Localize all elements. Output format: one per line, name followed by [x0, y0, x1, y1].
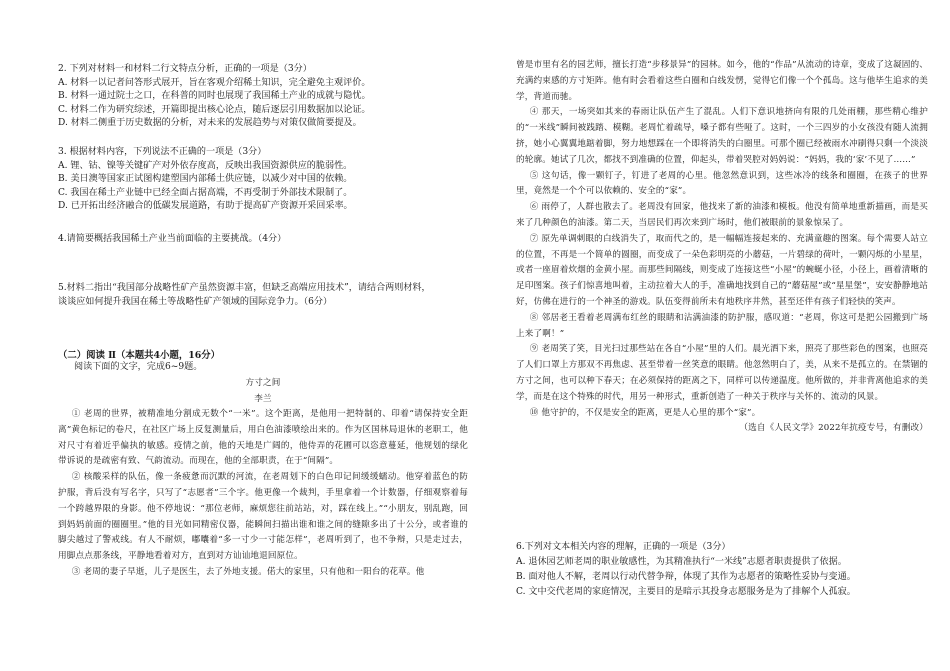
question-5 [58, 282, 431, 309]
question-2-option-b: B. 材料一通过院士之口，在科普的同时也展现了我国稀土产业的成就与隐忧。 [58, 91, 371, 102]
question-6-stem: 6.下列对文本相关内容的理解，正确的一项是（3分） [516, 542, 731, 552]
section-heading: （二）阅读 Ⅱ（本题共4小题，16分） [58, 350, 220, 361]
question-6 [516, 540, 856, 600]
question-3 [58, 146, 353, 214]
reading-instruction: 阅读下面的文字，完成6~9题。 [74, 362, 203, 372]
paragraph-4: ④ 那天，一场突如其来的春雨让队伍产生了混乱。人们下意识地挤向有限的几处雨棚，那些精心维护的“一米线”瞬间被践踏、模糊。老周忙着疏导，嗓子都有些哑了。这时，一个三四岁的小女孩没有随人流拥挤，她小心翼翼地踮着脚，努力地想踩在一个即将消失的白圈里。可那个圈已经被雨水冲刷得只剩一个淡淡的轮廓。她试了几次，都找不到准确的位置，仰起头，带着哭腔对妈妈说：“妈妈，我的‘家’不见了……” [516, 107, 928, 165]
question-2-option-a: A. 材料一以记者问答形式展开，旨在客观介绍稀土知识，完全避免主观评价。 [58, 77, 371, 88]
paragraph-10: ⑩ 他守护的，不仅是安全的距离，更是人心里的那个“家”。 [529, 407, 761, 418]
paragraph-7: ⑦ 原先单调刺眼的白线消失了，取而代之的，是一幅幅连接起来的、充满童趣的图案。每个需要人站立的位置，不再是一个简单的圆圈，而变成了一朵色彩明亮的小蘑菇，一片碧绿的荷叶，一颗闪烁的小星星，或者一座眉着炊烟的金黄小屋。而那些间隔线，则变成了连接这些“小屋”的蜿蜒小径，小径上，画着清晰的足印图案。孩子们惊喜地叫着，主动拉着大人的手，准确地找到自己的“蘑菇屋”或“星星堡”，安安静静地站好，仿佛在进行的一个神圣的游戏。队伍变得前所未有地秩序井然，甚至还伴有孩子们轻快的笑声。 [516, 233, 928, 307]
question-3-option-c: C. 我国在稀土产业链中已经全面占据高端，不再受制于外部技术限制了。 [58, 187, 353, 198]
article-author: 李兰 [254, 394, 272, 404]
paragraph-3: ③ 老周的妻子早逝，儿子是医生，去了外地支援。偌大的家里，只有他和一阳台的花草。他 [71, 566, 425, 577]
question-3-option-b: B. 美日澳等国家正试图构建塑国内部稀土供应链，以减少对中国的依赖。 [58, 174, 353, 185]
article-body-right [516, 58, 928, 437]
question-4: 4.请简要概括我国稀土产业当前面临的主要挑战。（4分） [58, 234, 287, 244]
question-5-line-1: 5.材料二指出“我国部分战略性矿产虽然资源丰富，但缺乏高端应用技术”，请结合两则材料， [58, 283, 431, 293]
question-6-option-b: B. 面对他人不解，老周以行动代替争辩，体现了其作为志愿者的策略性妥协与变通。 [516, 572, 856, 582]
question-6-option-c: C. 文中交代老周的家庭情况，主要目的是暗示其投身志愿服务是为了排解个人孤寂。 [516, 587, 856, 597]
question-2-option-c: C. 材料二作为研究综述，开篇即提出核心论点，随后逐层引用数据加以论证。 [58, 104, 371, 115]
article-body-left [58, 407, 468, 581]
question-2 [58, 63, 371, 131]
question-5-line-2: 谈谈应如何提升我国在稀土等战略性矿产领域的国际竞争力。（6分） [58, 296, 333, 307]
question-3-option-d: D. 已开拓出经济融合的低碳发展道路，有助于提高矿产资源开采回采率。 [58, 201, 353, 212]
paragraph-1: ① 老周的世界，被精准地分割成无数个“一米”。这个距离，是他用一把特制的、印着“请保持安全距离”黄色标记的卷尺，在社区广场上反复测量后，用白色油漆喷绘出来的。作为区国林局退休的老职工，他对尺寸有着近乎偏执的敏感。疫情之前，他的天地是广阔的，他侍弄的花圃可以恣意蔓延，他规划的绿化带诉说的是疏密有致、气韵流动。而现在，他的全部职责，在于“间隔”。 [58, 409, 468, 467]
article-title: 方寸之间 [245, 378, 281, 388]
paragraph-5: ⑤ 这句话，像一颗钉子，钉进了老周的心里。他忽然意识到，这些冰冷的线条和圈圈，在孩子的世界里，竟然是一个个可以依赖的、安全的“家”。 [516, 170, 928, 197]
paragraph-6: ⑥ 雨停了，人群也散去了。老周没有回家，他找来了新的油漆和模板。他没有简单地重新描画，而是买来了几种颜色的油漆。第二天，当居民们再次来到广场时，他们被眼前的景象惊呆了。 [516, 202, 928, 228]
paragraph-3-continued: 曾是市里有名的园艺师，擅长打造“步移景异”的园林。如今，他的“作品”从流动的诗章，变成了这凝固的、充满约束感的方寸矩阵。他有时会看着这些白圈和白线发愣，觉得它们像一个个孤岛。这与他毕生追求的美学，背道而驰。 [516, 60, 928, 102]
paragraph-2: ② 核酸采样的队伍，像一条疲惫而沉默的河流，在老周划下的白色印记间缓缓蠕动。他穿着蓝色的防护服，背后没有写名字，只写了“志愿者”三个字。他更像一个裁判，手里拿着一个计数器，仔细观察着每一个跨越界限的身影。他不停地说：“那位老师，麻烦您往前站站，对，踩在线上。”“小朋友，别乱跑，回到妈妈前面的圈圈里。”他的目光如同精密仪器，能瞬间扫描出谁和谁之间的缝隙多出了十公分，或者谁的脚尖越过了警戒线。有人不耐烦，嘟囔着“多一寸少一寸能怎样”，老周听到了，也不争辩，只是走过去，用脚点点那条线，平静地看着对方，直到对方讪讪地退回原位。 [58, 472, 468, 562]
question-3-option-a: A. 锂、钴、镍等关键矿产对外依存度高，反映出我国资源供应的脆弱性。 [58, 160, 353, 171]
question-3-stem: 3. 根据材料内容，下列说法不正确的一项是（3分） [58, 147, 267, 157]
paragraph-8: ⑧ 邻居老王看着老周满布红丝的眼睛和沾满油漆的防护服，感叹道：“老周，你这可是把公园搬到广场上来了啊！” [516, 312, 928, 339]
question-2-option-d: D. 材料二侧重于历史数据的分析，对未来的发展趋势与对策仅做简要提及。 [58, 118, 362, 129]
paragraph-9: ⑨ 老周笑了笑，目光扫过那些站在各自“小屋”里的人们。晨光洒下来，照亮了那些彩色的图案，也照亮了人们口罩上方那双不再焦虑、甚至带着一丝笑意的眼睛。他忽然明白了，美，从来不是孤立的。在禁锢的方寸之间，也可以种下春天；在必须保持的距离之下，同样可以传递温度。他所做的，并非背离他追求的美学，而是在这个特殊的时代，用另一种形式，重新创造了一种关于秩序与关怀的、流动的风景。 [516, 344, 928, 402]
question-2-stem: 2. 下列对材料一和材料二行文特点分析，正确的一项是（3分） [58, 64, 312, 74]
article-source: （选自《人民文学》2022年抗疫专号，有删改） [739, 423, 928, 434]
question-6-option-a: A. 退休园艺师老周的职业敏感性，为其精准执行“一米线”志愿者职责提供了依据。 [516, 557, 847, 567]
